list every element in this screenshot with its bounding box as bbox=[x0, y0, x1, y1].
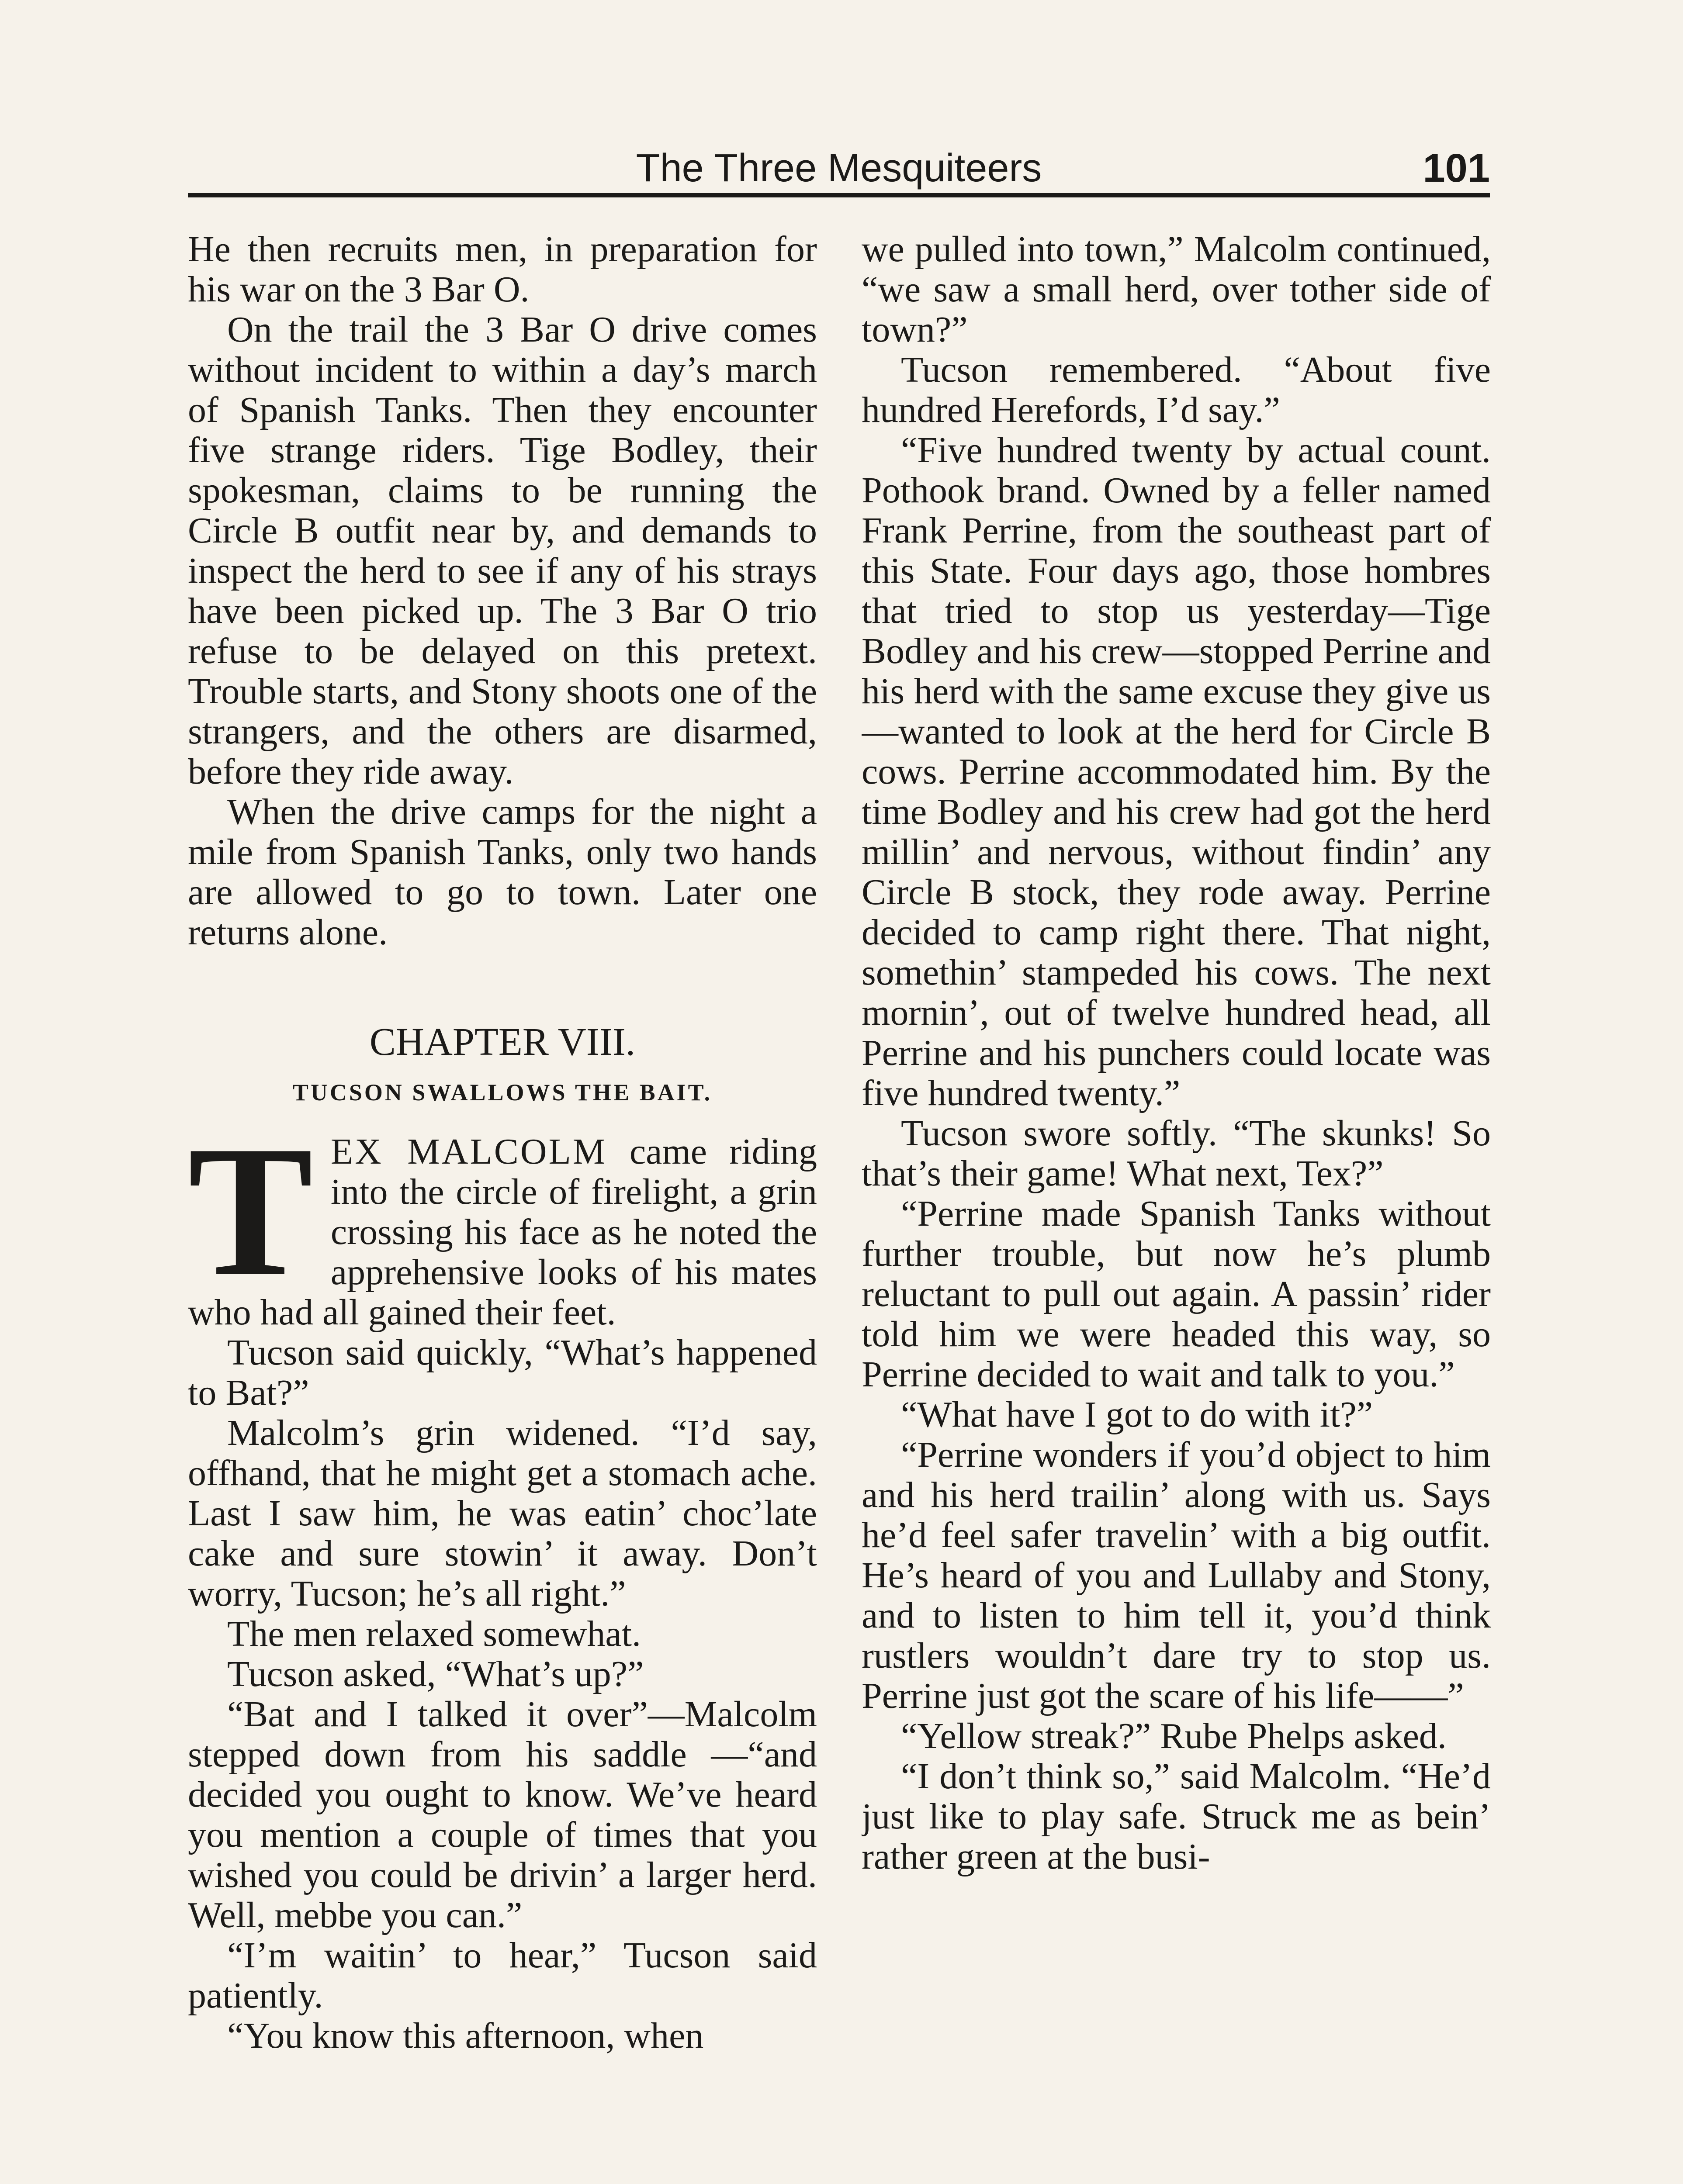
paragraph: “I’m waitin’ to hear,” Tucson said patiently. bbox=[188, 1935, 817, 2016]
left-column bbox=[188, 229, 817, 2184]
header-rule bbox=[188, 193, 1490, 197]
opening-text: came riding into the circle of firelight, a grin crossing his face as he noted the apprehensive looks of his mates who had all gained their feet. bbox=[188, 1131, 817, 1333]
paragraph: He then recruits men, in preparation for his war on the 3 Bar O. bbox=[188, 229, 817, 310]
running-title: The Three Mesquiteers bbox=[636, 146, 1042, 190]
paragraph: When the drive camps for the night a mile from Spanish Tanks, only two hands are allowed to go to town. Later one returns alone. bbox=[188, 791, 817, 953]
chapter-heading: CHAPTER VIII. bbox=[369, 1020, 636, 1064]
right-column bbox=[862, 229, 1491, 2184]
paragraph-continued: we pulled into town,” Malcolm continued, “we saw a small herd, over tother side of town?” bbox=[862, 229, 1491, 350]
drop-cap: T bbox=[188, 1107, 313, 1315]
paragraph: “Perrine made Spanish Tanks without further trouble, but now he’s plumb reluctant to pull out again. A passin’ rider told him we were headed this way, so Perrine decided to wait and talk to you.” bbox=[862, 1193, 1491, 1395]
page-number: 101 bbox=[1423, 146, 1490, 190]
paragraph: The men relaxed somewhat. bbox=[227, 1614, 641, 1654]
paragraph: On the trail the 3 Bar O drive comes without incident to within a day’s march of Spanish Tanks. Then they encounter five strange riders. Tige Bodley, their spokesman, claims to be running the Circle B outfit near by, and demands to inspect the herd to see if any of his strays have been picked up. The 3 Bar O trio refuse to be delayed on this pretext. Trouble starts, and Stony shoots one of the strangers, and the others are disarmed, before they ride away. bbox=[188, 309, 817, 792]
paragraph: Tucson remembered. “About five hundred Herefords, I’d say.” bbox=[862, 349, 1491, 430]
paragraph: Malcolm’s grin widened. “I’d say, offhand, that he might get a stomach ache. Last I saw him, he was eatin’ choc’late cake and sure stowin’ it away. Don’t worry, Tucson; he’s all right.” bbox=[188, 1413, 817, 1614]
paragraph: “What have I got to do with it?” bbox=[901, 1394, 1373, 1435]
paragraph: “Bat and I talked it over”—Malcolm stepped down from his saddle —“and decided you ought to know. We’ve heard you mention a couple of times that you wished you could be drivin’ a larger herd. Well, mebbe you can.” bbox=[188, 1694, 817, 1935]
paragraph: “Five hundred twenty by actual count. Pothook brand. Owned by a feller named Frank Perrine, from the southeast part of this State. Four days ago, those hombres that tried to stop us yesterday—Tige Bodley and his crew—stopped Perrine and his herd with the same excuse they give us—wanted to look at the herd for Circle B cows. Perrine accommodated him. By the time Bodley and his crew had got the herd millin’ and nervous, without findin’ any Circle B stock, they rode away. Perrine decided to camp right there. That night, somethin’ stampeded his cows. The next mornin’, out of twelve hundred head, all Perrine and his punchers could locate was five hundred twenty.” bbox=[862, 430, 1491, 1113]
paragraph: Tucson asked, “What’s up?” bbox=[227, 1654, 644, 1694]
paragraph: Tucson swore softly. “The skunks! So that’s their game! What next, Tex?” bbox=[862, 1113, 1491, 1194]
paragraph: “I don’t think so,” said Malcolm. “He’d just like to play safe. Struck me as bein’ rather green at the busi- bbox=[862, 1756, 1491, 1877]
running-head bbox=[188, 144, 1490, 194]
paragraph: Tucson said quickly, “What’s happened to Bat?” bbox=[188, 1332, 817, 1413]
paragraph: “You know this afternoon, when bbox=[227, 2015, 704, 2056]
chapter-opening-paragraph bbox=[188, 1107, 817, 1333]
chapter-subtitle: TUCSON SWALLOWS THE BAIT. bbox=[292, 1079, 713, 1106]
paragraph: “Perrine wonders if you’d object to him and his herd trailin’ along with us. Says he’d feel safer travelin’ with a big outfit. He’s heard of you and Lullaby and Stony, and to listen to him tell it, you’d think rustlers wouldn’t dare try to stop us. Perrine just got the scare of his life——” bbox=[862, 1434, 1491, 1716]
paragraph: “Yellow streak?” Rube Phelps asked. bbox=[901, 1716, 1447, 1756]
opening-caps: EX MALCOLM bbox=[330, 1131, 607, 1172]
